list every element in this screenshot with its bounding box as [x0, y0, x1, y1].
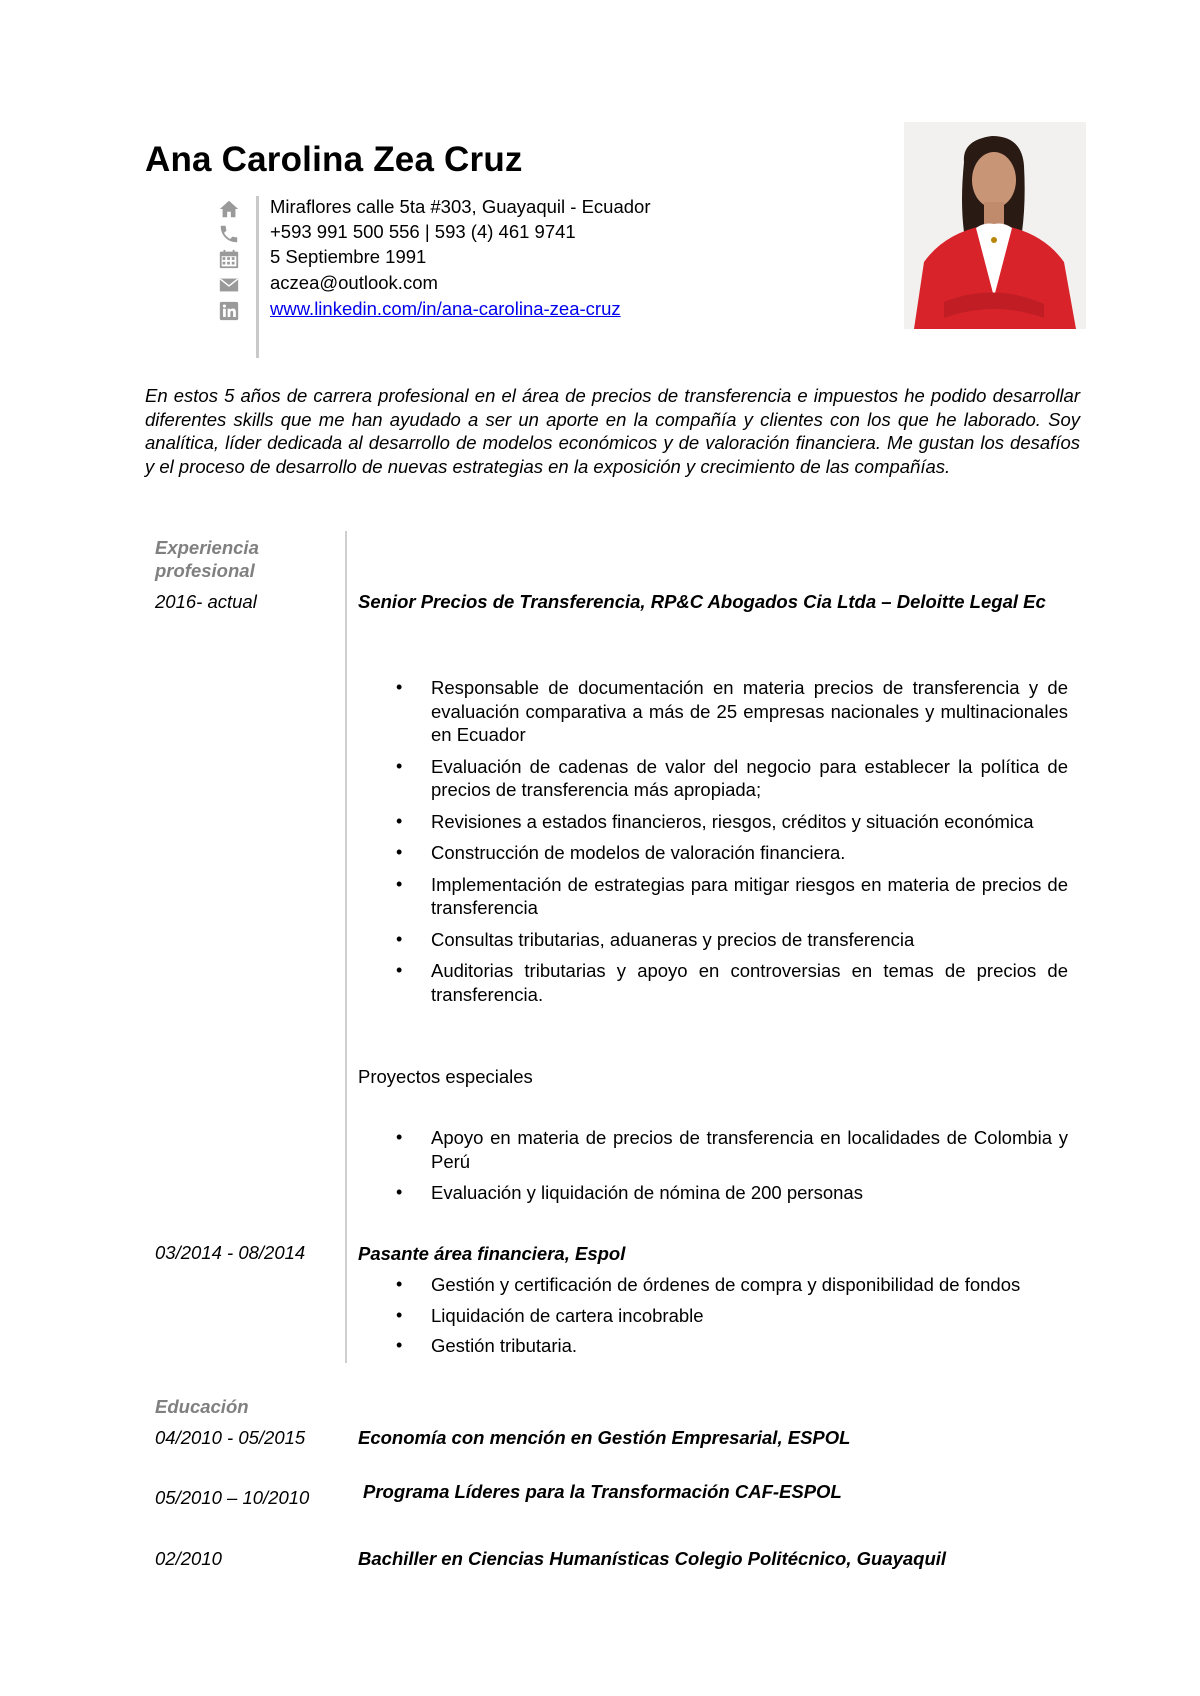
contact-info [214, 196, 914, 358]
education-section-title: Educación [155, 1396, 249, 1417]
list-item: • Consultas tributarias, aduaneras y precios de transferencia [358, 928, 1068, 952]
mail-icon [218, 274, 240, 296]
job-2-role: Pasante área financiera, Espol [358, 1243, 626, 1264]
birthdate-text: 5 Septiembre 1991 [270, 246, 427, 267]
job-2-date: 03/2014 - 08/2014 [155, 1242, 306, 1263]
home-icon [218, 198, 240, 220]
phone-icon [218, 223, 240, 245]
profile-photo [904, 122, 1086, 329]
job-1-responsibilities [358, 676, 1068, 1014]
list-item: • Implementación de estrategias para mitigar riesgos en materia de precios de transferencia [358, 873, 1068, 920]
job-1-role: Senior Precios de Transferencia, RP&C Abogados Cia Ltda – Deloitte Legal Ec [358, 591, 1046, 612]
contact-divider [256, 196, 259, 358]
education-2-title: Programa Líderes para la Transformación CAF-ESPOL [363, 1481, 842, 1502]
list-item: • Liquidación de cartera incobrable [358, 1304, 1068, 1328]
special-projects-title: Proyectos especiales [358, 1066, 533, 1087]
profile-photo-drawing [904, 122, 1086, 329]
phone-text: +593 991 500 556 | 593 (4) 461 9741 [270, 221, 576, 242]
list-item: • Gestión y certificación de órdenes de compra y disponibilidad de fondos [358, 1273, 1068, 1297]
education-1-title: Economía con mención en Gestión Empresarial, ESPOL [358, 1427, 851, 1448]
job-2-responsibilities [358, 1273, 1068, 1365]
list-item: • Revisiones a estados financieros, riesgos, créditos y situación económica [358, 810, 1068, 834]
job-1-date: 2016- actual [155, 591, 257, 612]
list-item: • Responsable de documentación en materia precios de transferencia y de evaluación comparativa a más de 25 empresas nacionales y multinacionales en Ecuador [358, 676, 1068, 747]
education-3-date: 02/2010 [155, 1548, 222, 1569]
email-text: aczea@outlook.com [270, 272, 438, 293]
list-item: • Gestión tributaria. [358, 1334, 1068, 1358]
address-text: Miraflores calle 5ta #303, Guayaquil - Ecuador [270, 196, 651, 217]
list-item: • Evaluación de cadenas de valor del negocio para establecer la política de precios de transferencia más apropiada; [358, 755, 1068, 802]
list-item: • Auditorias tributarias y apoyo en controversias en temas de precios de transferencia. [358, 959, 1068, 1006]
list-item: • Construcción de modelos de valoración financiera. [358, 841, 1068, 865]
experience-section-title: Experiencia profesional [155, 537, 259, 581]
education-1-date: 04/2010 - 05/2015 [155, 1427, 306, 1448]
list-item: • Apoyo en materia de precios de transferencia en localidades de Colombia y Perú [358, 1126, 1068, 1173]
linkedin-icon [218, 300, 240, 322]
special-projects-list [358, 1126, 1068, 1213]
professional-summary: En estos 5 años de carrera profesional en el área de precios de transferencia e impuestos he podido desarrollar diferentes skills que me han ayudado a ser un aporte en la compañía y clientes con los que he laborado. Soy analítica, líder dedicada al desarrollo de modelos económicos y de valoración financiera. Me gustan los desafíos y el proceso de desarrollo de nuevas estrategias en la exposición y crecimiento de las compañías. [145, 385, 1080, 477]
education-2-date: 05/2010 – 10/2010 [155, 1487, 310, 1508]
section-divider [345, 531, 347, 1363]
calendar-icon [218, 248, 240, 270]
linkedin-link[interactable]: www.linkedin.com/in/ana-carolina-zea-cruz [270, 298, 621, 319]
candidate-name: Ana Carolina Zea Cruz [145, 140, 523, 179]
list-item: • Evaluación y liquidación de nómina de 200 personas [358, 1181, 1068, 1205]
education-3-title: Bachiller en Ciencias Humanísticas Colegio Politécnico, Guayaquil [358, 1548, 947, 1569]
